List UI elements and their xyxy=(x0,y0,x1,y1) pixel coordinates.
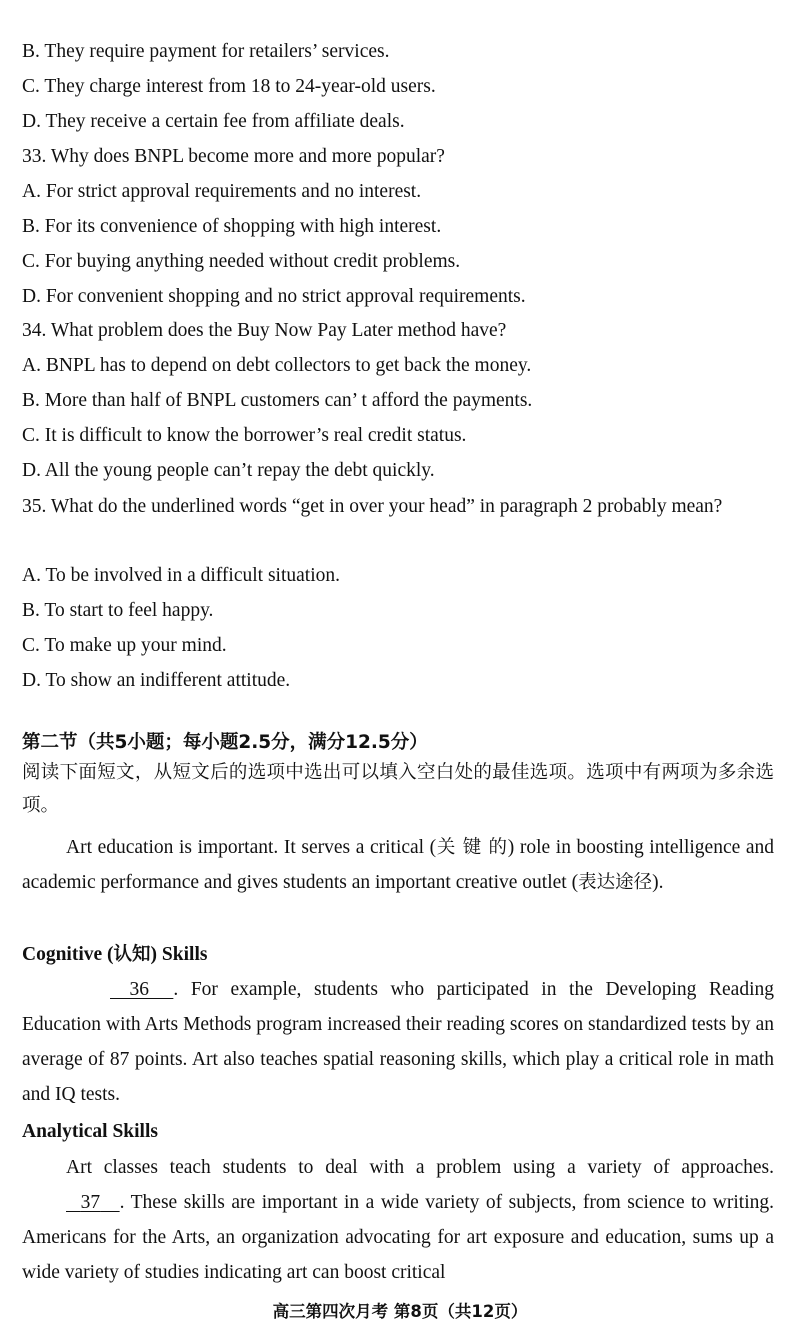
q32-option-b: B. They require payment for retailers’ services. xyxy=(22,41,390,62)
blank-37 xyxy=(22,1185,120,1220)
q35-option-d: D. To show an indifferent attitude. xyxy=(22,670,291,691)
passage-intro-gloss2: 表达途径 xyxy=(578,872,653,893)
blank-36-number: 36 xyxy=(129,979,149,1000)
blank-36 xyxy=(66,972,173,1007)
q33-option-b: B. For its convenience of shopping with high interest. xyxy=(22,216,442,237)
q32-option-d: D. They receive a certain fee from affiliate deals. xyxy=(22,111,405,132)
passage-intro-part1: Art education is important. It serves a critical ( xyxy=(66,837,437,858)
passage-intro-gloss1: 关 键 的 xyxy=(436,837,508,858)
q35-option-b: B. To start to feel happy. xyxy=(22,600,214,621)
q35-option-a: A. To be involved in a difficult situation. xyxy=(22,565,340,586)
section2-instructions: 阅读下面短文，从短文后的选项中选出可以填入空白处的最佳选项。选项中有两项为多余选项。 xyxy=(22,762,774,816)
section2-heading: 第二节（共5小题；每小题2.5分，满分12.5分） xyxy=(22,732,428,753)
blank-37-number: 37 xyxy=(80,1192,101,1213)
page-footer: 高三第四次月考 第8页（共12页） xyxy=(272,1302,528,1321)
q34-option-b: B. More than half of BNPL customers can’ t afford the payments. xyxy=(22,390,533,411)
q33-stem: 33. Why does BNPL become more and more popular? xyxy=(22,146,445,167)
heading-cognitive-part2: ) Skills xyxy=(150,944,208,965)
heading-cognitive-gloss: 认知 xyxy=(113,944,151,965)
cognitive-paragraph xyxy=(22,972,774,1112)
q34-stem: 34. What problem does the Buy Now Pay Later method have? xyxy=(22,320,507,341)
q34-option-a: A. BNPL has to depend on debt collectors to get back the money. xyxy=(22,355,532,376)
q33-option-a: A. For strict approval requirements and no interest. xyxy=(22,181,422,202)
q32-option-c: C. They charge interest from 18 to 24-year-old users. xyxy=(22,76,436,97)
q33-option-d: D. For convenient shopping and no strict approval requirements. xyxy=(22,286,526,307)
heading-analytical-skills: Analytical Skills xyxy=(22,1121,158,1142)
analytical-text-2: . These skills are important in a wide variety of subjects, from science to writing. Americans for the Arts, an organization advocating for art exposure and education, sums up a wide variety of studies indicating art can boost critical xyxy=(22,1192,774,1283)
analytical-paragraph xyxy=(22,1150,774,1290)
cognitive-text: . For example, students who participated in the Developing Reading Education with Arts Methods program increased their reading scores on standardized tests by an average of 87 points. Art also teaches spatial reasoning skills, which play a critical role in math and IQ tests. xyxy=(22,979,774,1105)
q33-option-c: C. For buying anything needed without credit problems. xyxy=(22,251,461,272)
passage-intro-part2: ) role in boosting intelligence and academic performance and gives students an important creative outlet ( xyxy=(22,837,775,893)
q34-option-c: C. It is difficult to know the borrower’s real credit status. xyxy=(22,425,467,446)
heading-cognitive-part1: Cognitive ( xyxy=(22,944,114,965)
passage-intro-part3: ). xyxy=(652,872,664,893)
q35-option-c: C. To make up your mind. xyxy=(22,635,227,656)
q35-stem: 35. What do the underlined words “get in over your head” in paragraph 2 probably mean? xyxy=(22,496,723,517)
heading-cognitive-skills xyxy=(22,943,207,967)
q34-option-d: D. All the young people can’t repay the debt quickly. xyxy=(22,460,435,481)
passage-intro xyxy=(22,830,774,900)
analytical-text-1: Art classes teach students to deal with a problem using a variety of approaches. xyxy=(66,1157,774,1178)
